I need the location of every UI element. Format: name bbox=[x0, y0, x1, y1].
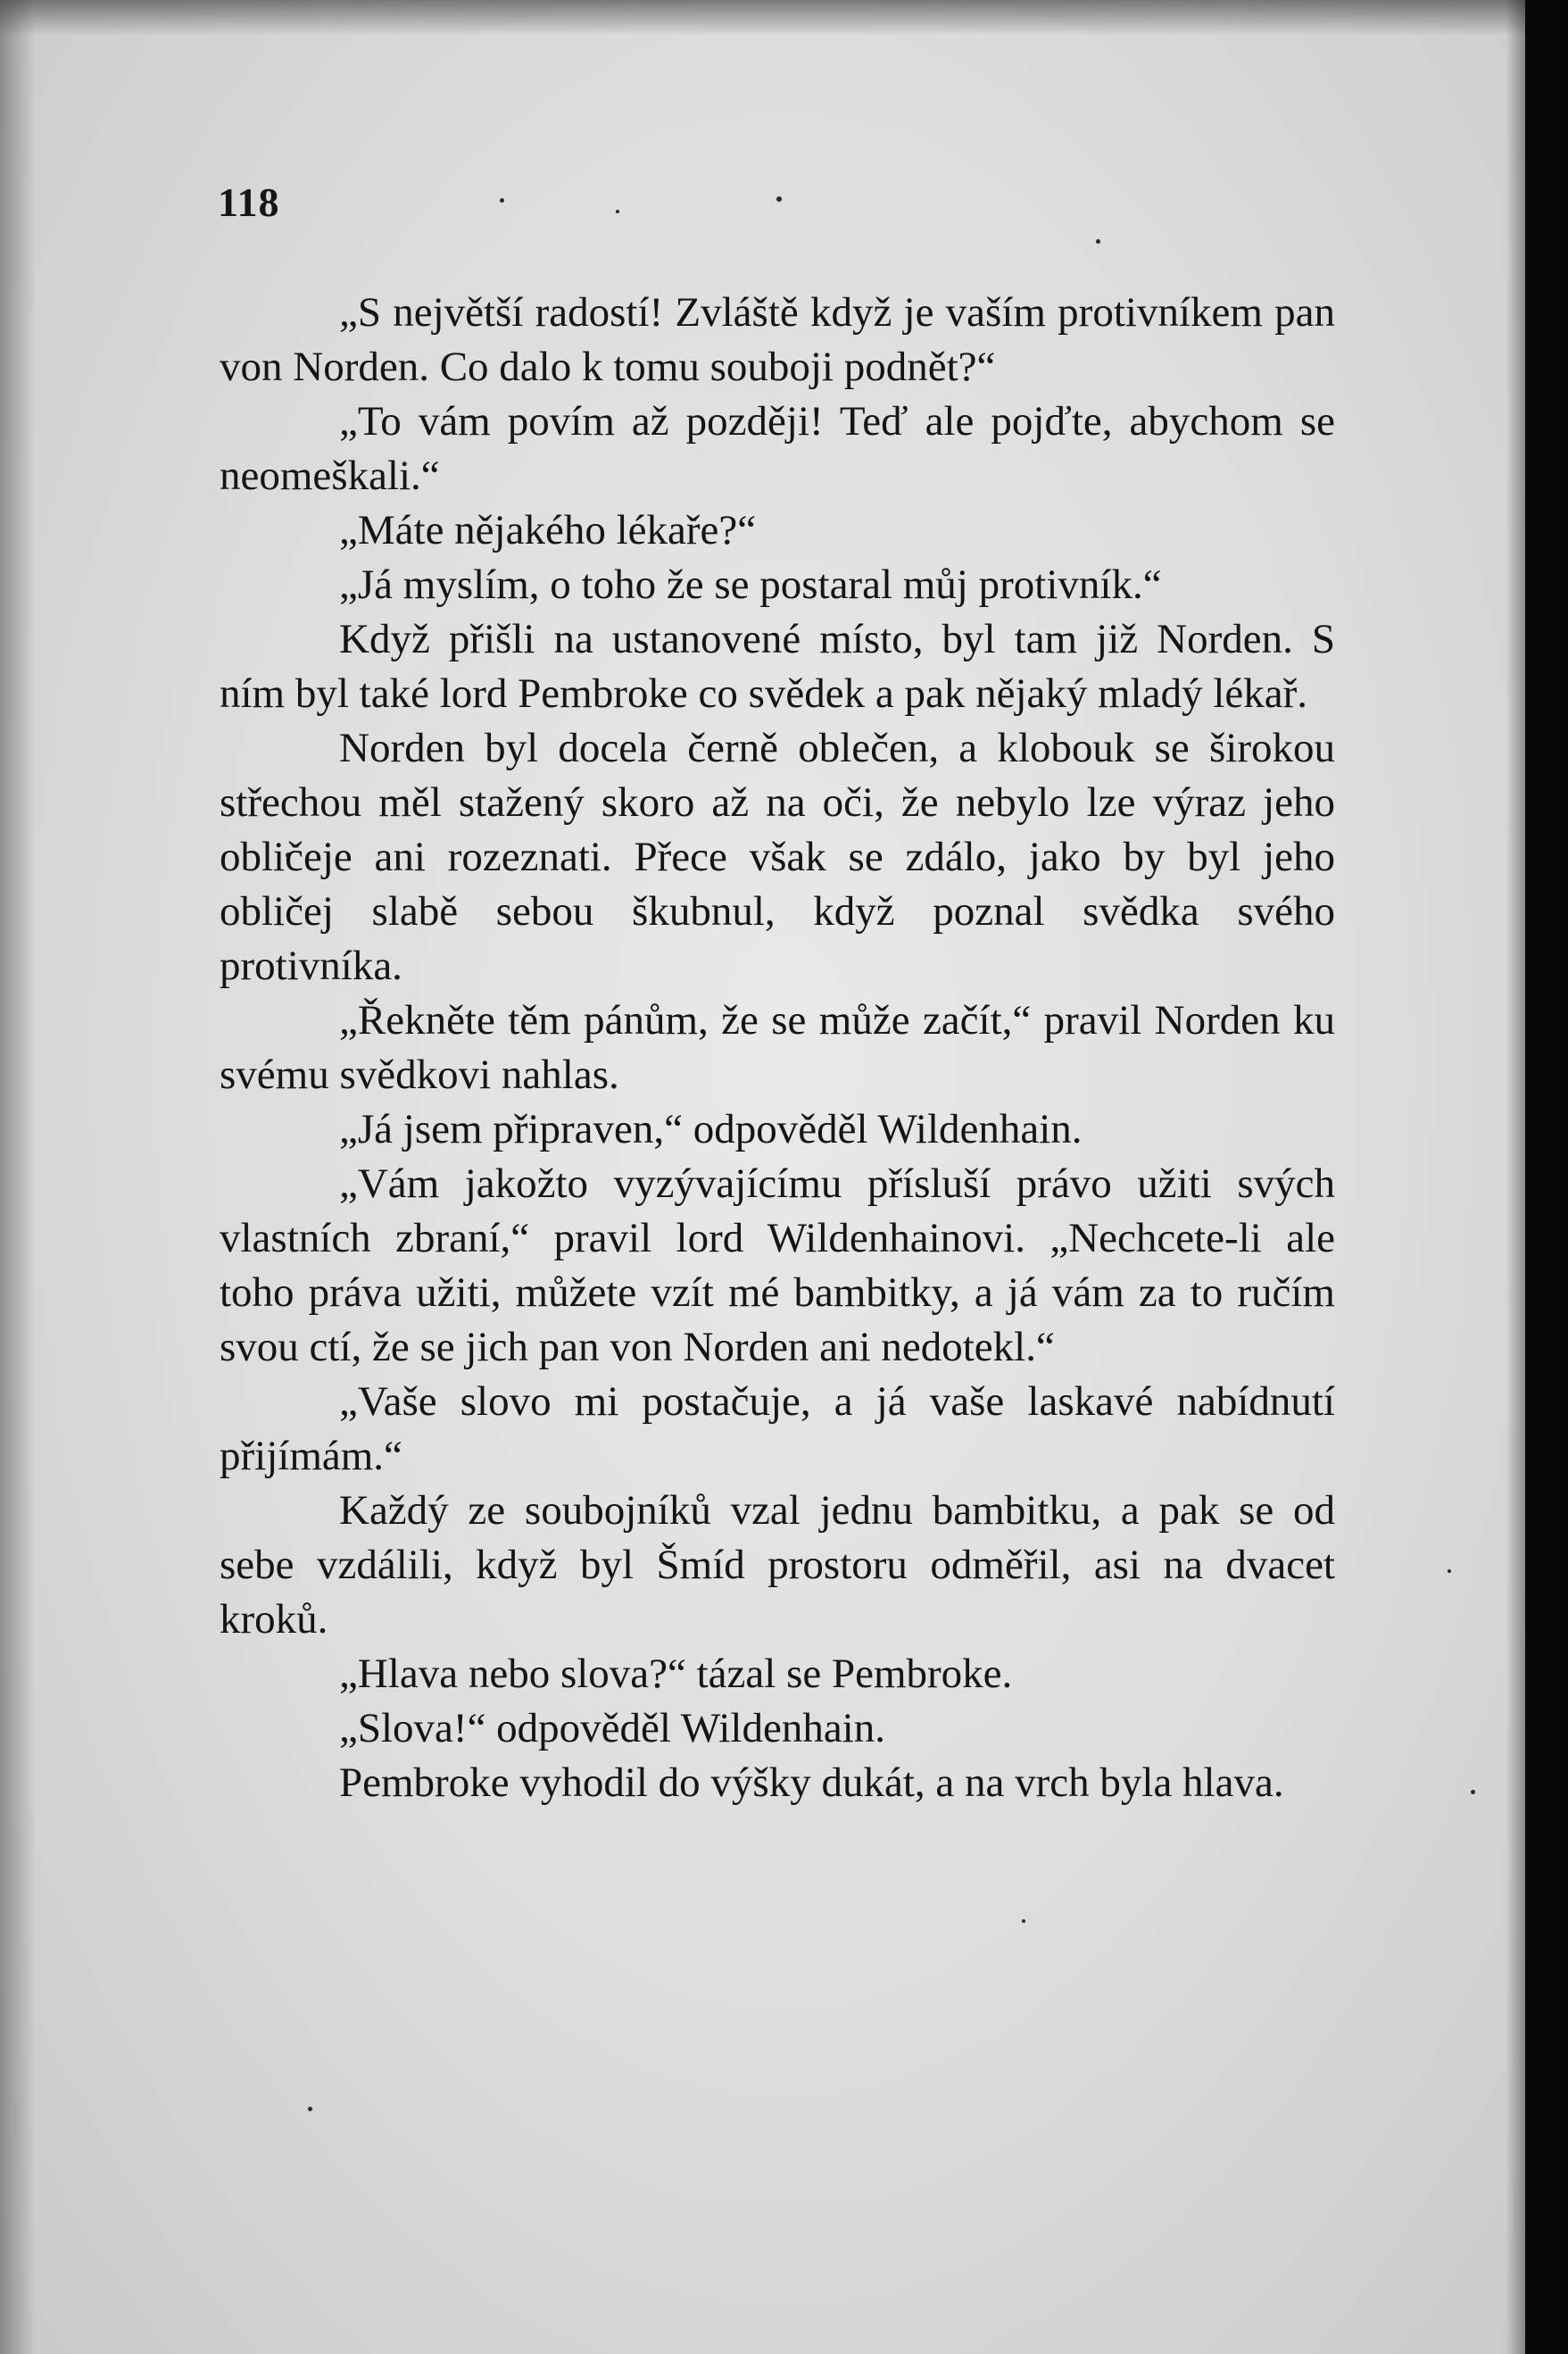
dark-scan-border bbox=[1525, 0, 1568, 2354]
page-number: 118 bbox=[218, 179, 280, 225]
scan-speck bbox=[1471, 1790, 1475, 1794]
scan-speck bbox=[616, 210, 619, 213]
paragraph: „Hlava nebo slova?“ tázal se Pembroke. bbox=[339, 1651, 1013, 1697]
paragraph: „Slova!“ odpověděl Wildenhain. bbox=[339, 1705, 885, 1751]
paragraph: „Já myslím, o toho že se postaral můj protivník.“ bbox=[339, 561, 1162, 608]
scan-speck bbox=[1448, 1569, 1451, 1573]
paragraph: „Řekněte těm pánům, že se může začít,“ pravil Norden ku svému svědkovi nahlas. bbox=[220, 997, 1335, 1098]
paragraph: „Vaše slovo mi postačuje, a já vaše laskavé nabídnutí přijímám.“ bbox=[220, 1378, 1335, 1479]
page-shadow-left bbox=[0, 0, 36, 2354]
scan-speck bbox=[776, 196, 782, 202]
paragraph: Když přišli na ustanovené místo, byl tam již Norden. S ním byl také lord Pembroke co svědek a pak nějaký mladý lékař. bbox=[220, 616, 1335, 717]
paragraph: „Máte nějakého lékaře?“ bbox=[339, 507, 757, 553]
scan-speck bbox=[1022, 1919, 1025, 1923]
paragraph: „Já jsem připraven,“ odpověděl Wildenhain. bbox=[339, 1106, 1083, 1152]
scan-speck bbox=[1096, 239, 1100, 244]
paragraph: Pembroke vyhodil do výšky dukát, a na vrch byla hlava. bbox=[339, 1759, 1284, 1806]
paragraph: „S největší radostí! Zvláště když je vaším protivníkem pan von Norden. Co dalo k tomu souboji podnět?“ bbox=[220, 289, 1335, 390]
paragraph: Každý ze soubojníků vzal jednu bambitku, a pak se od sebe vzdálili, když byl Šmíd prostoru odměřil, asi na dvacet kroků. bbox=[220, 1487, 1335, 1643]
paragraph: „To vám povím až později! Teď ale pojďte, abychom se neomeškali.“ bbox=[220, 398, 1335, 499]
paragraph: Norden byl docela černě oblečen, a klobouk se širokou střechou měl stažený skoro až na oči, že nebylo lze výraz jeho obličeje ani rozeznati. Přece však se zdálo, jako by byl jeho obličej slabě sebou škubnul, když poznal svědka svého protivníka. bbox=[220, 725, 1335, 989]
paragraph: „Vám jakožto vyzývajícímu přísluší právo užiti svých vlastních zbraní,“ pravil lord Wildenhainovi. „Nechcete-li ale toho práva užiti, můžete vzít mé bambitky, a já vám za to ručím svou ctí, že se jich pan von Norden ani nedotekl.“ bbox=[220, 1160, 1335, 1370]
scan-speck bbox=[500, 198, 504, 203]
scan-speck bbox=[308, 2107, 312, 2111]
body-text bbox=[220, 286, 1335, 1810]
page-shadow-right bbox=[1506, 0, 1525, 2354]
page-shadow-top bbox=[0, 0, 1568, 36]
